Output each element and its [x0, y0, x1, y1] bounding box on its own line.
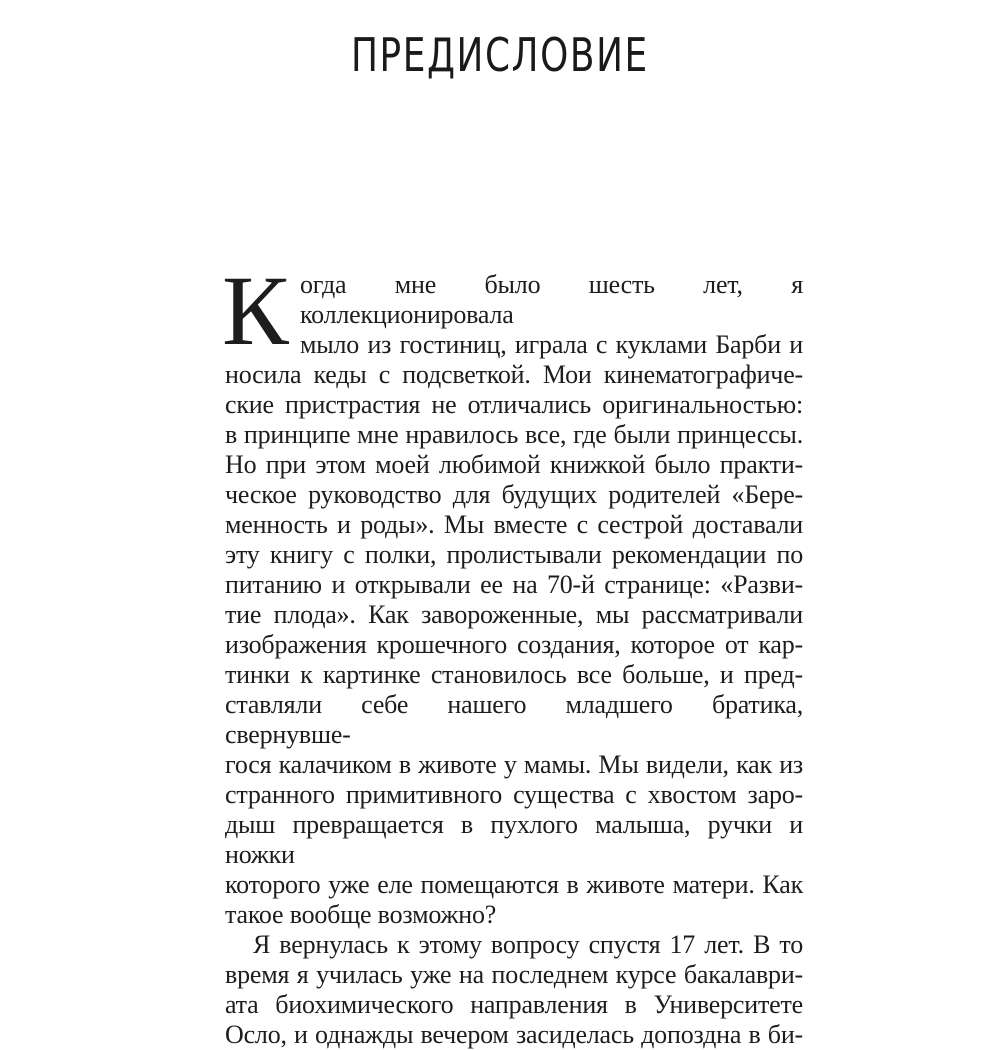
text-line: ата биохимического направления в Университете [225, 990, 803, 1019]
text-line: в принципе мне нравилось все, где были принцессы. [225, 420, 803, 449]
text-line: гося калачиком в животе у мамы. Мы видели, как из [225, 750, 803, 779]
chapter-title-text: ПРЕДИСЛОВИЕ [351, 28, 649, 82]
text-line: носила кеды с подсветкой. Мои кинематографиче- [225, 360, 803, 389]
text-line: тие плода». Как завороженные, мы рассматривали [225, 600, 803, 629]
body-lines [225, 270, 803, 1050]
text-line: изображения крошечного создания, которое от кар- [225, 630, 803, 659]
text-line: которого уже еле помещаются в животе матери. Как [225, 870, 803, 899]
text-line: такое вообще возможно? [225, 900, 497, 929]
text-line: ческое руководство для будущих родителей «Бере- [225, 480, 803, 509]
text-line: Осло, и однажды вечером засиделась допоздна в би- [225, 1020, 803, 1049]
text-line: эту книгу с полки, пролистывали рекомендации по [225, 540, 803, 569]
text-line: питанию и открывали ее на 70-й странице: «Разви- [225, 570, 803, 599]
drop-cap-letter: К [222, 255, 289, 366]
text-line: тинки к картинке становилось все больше, и пред- [225, 660, 803, 689]
text-line: время я училась уже на последнем курсе бакалаври- [225, 960, 803, 989]
text-line: мыло из гостиниц, играла с куклами Барби и [300, 330, 803, 359]
text-line: странного примитивного существа с хвостом заро- [225, 780, 803, 809]
text-line: Я вернулась к этому вопросу спустя 17 лет. В то [253, 930, 803, 959]
text-line: ские пристрастия не отличались оригинальностью: [225, 390, 803, 419]
chapter-title [0, 28, 1000, 82]
body-text [222, 255, 803, 1050]
text-line: дыш превращается в пухлого малыша, ручки и ножки [225, 810, 803, 869]
text-line: Но при этом моей любимой книжкой было практи- [225, 450, 803, 479]
text-line: ставляли себе нашего младшего братика, свернувше- [225, 690, 803, 749]
text-line: огда мне было шесть лет, я коллекционировала [300, 270, 803, 329]
text-line: менность и роды». Мы вместе с сестрой доставали [225, 510, 803, 539]
